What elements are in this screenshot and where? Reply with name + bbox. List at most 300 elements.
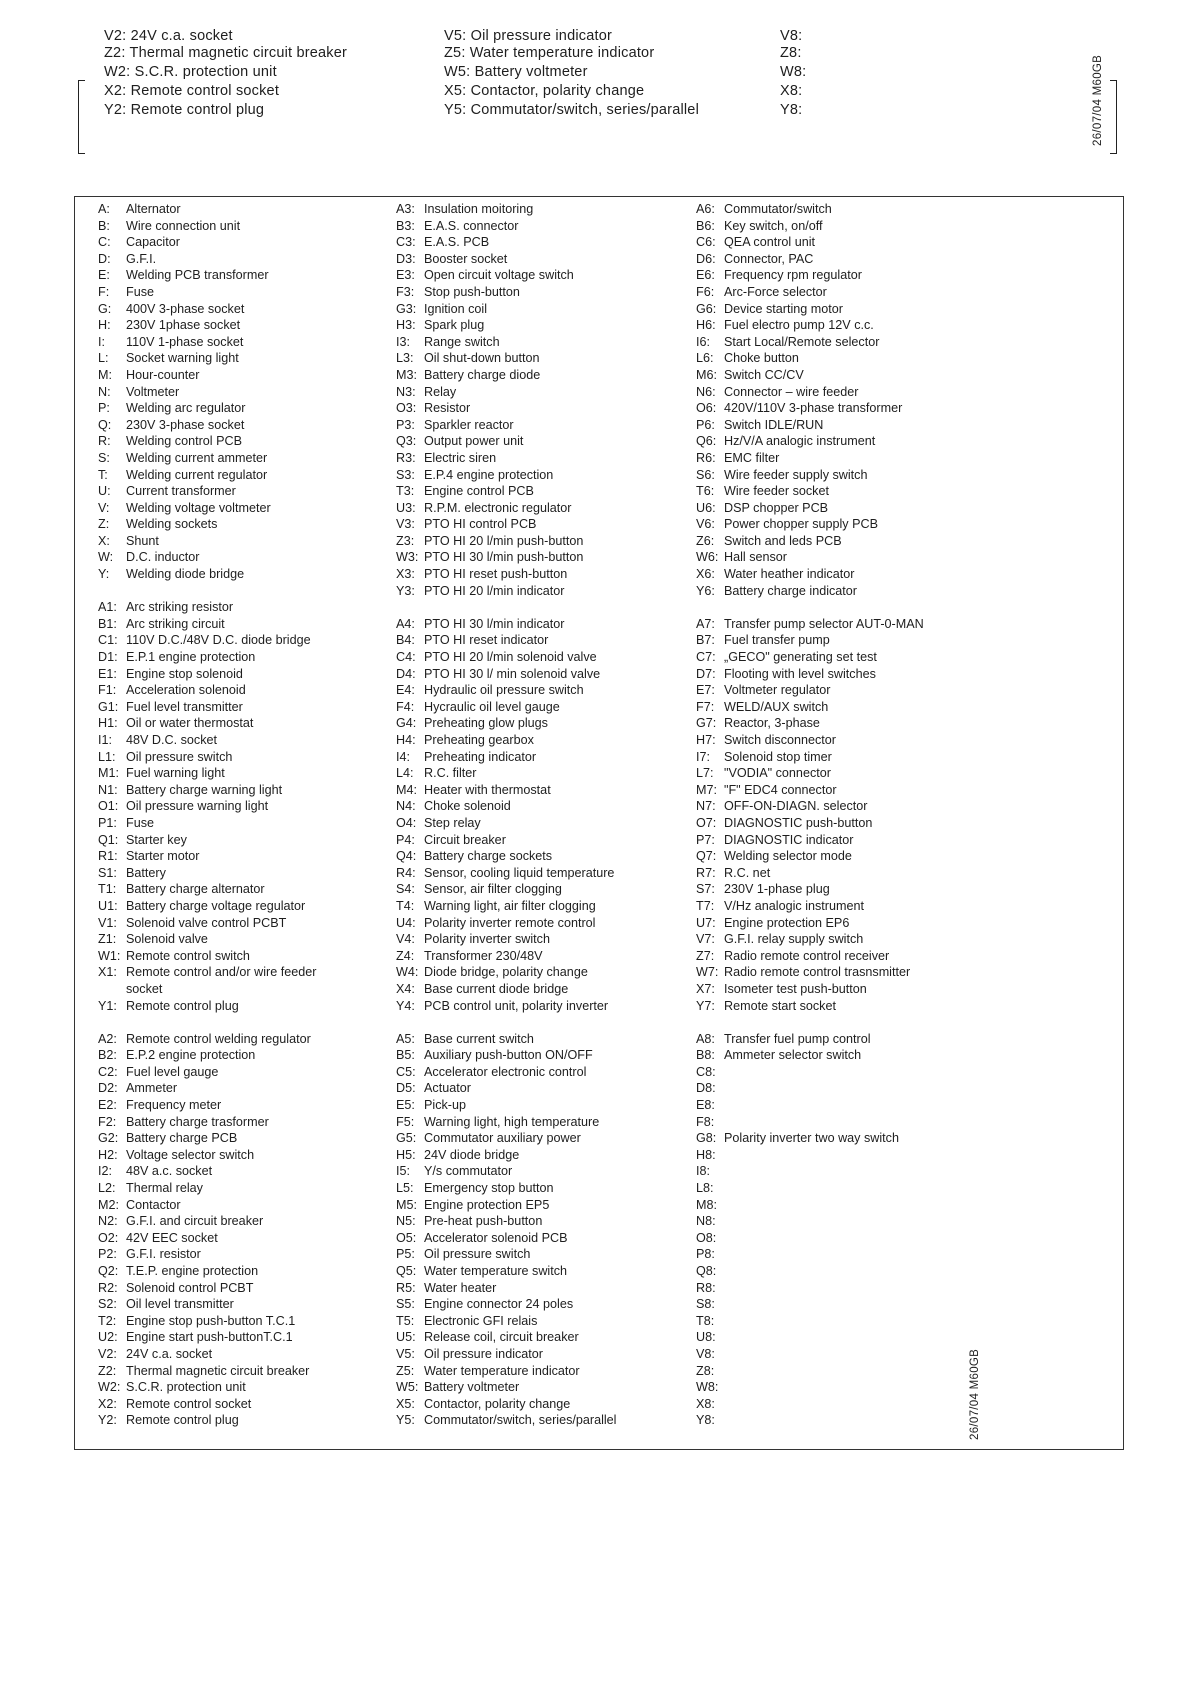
legend-item xyxy=(98,1313,316,1330)
legend-item-code: E5: xyxy=(396,1098,415,1113)
legend-item-description: Key switch, on/off xyxy=(724,218,823,233)
legend-item xyxy=(98,417,316,434)
legend-item xyxy=(396,317,616,334)
legend-item xyxy=(696,350,924,367)
legend-item-description: Stop push-button xyxy=(424,284,520,299)
legend-item xyxy=(396,1031,616,1048)
legend-item-code: O8: xyxy=(696,1230,717,1245)
legend-item xyxy=(98,1180,316,1197)
legend-item xyxy=(696,450,924,467)
legend-item-code: E1: xyxy=(98,666,117,681)
legend-item-description: 42V EEC socket xyxy=(126,1230,218,1245)
legend-item-code: H4: xyxy=(396,733,416,747)
legend-item-description: Wire connection unit xyxy=(126,218,241,233)
legend-item xyxy=(696,1130,924,1147)
fragment-line: W5: Battery voltmeter xyxy=(444,64,588,80)
legend-item-code: Q5: xyxy=(396,1264,417,1278)
legend-item-code: D3: xyxy=(396,251,416,266)
legend-item-description: 400V 3-phase socket xyxy=(126,301,245,316)
legend-item xyxy=(98,350,316,367)
legend-item xyxy=(396,267,616,284)
legend-item-code: V2: xyxy=(98,1346,117,1361)
legend-item-code: B1: xyxy=(98,616,117,631)
legend-item-code: I5: xyxy=(396,1164,411,1179)
legend-item-description: Commutator/switch, series/parallel xyxy=(424,1413,617,1428)
legend-item xyxy=(396,350,616,367)
legend-item-code: V7: xyxy=(696,932,715,947)
legend-item xyxy=(98,566,316,583)
legend-item-description: Radio remote control trasnsmitter xyxy=(724,965,911,980)
legend-item xyxy=(396,699,616,716)
legend-item-description: Battery voltmeter xyxy=(424,1380,520,1395)
legend-item-description: R.C. net xyxy=(724,865,771,880)
legend-item-description: Actuator xyxy=(424,1081,471,1096)
legend-item-description: Shunt xyxy=(126,533,159,548)
legend-item-description: Battery charge diode xyxy=(424,367,541,382)
legend-item-code: C7: xyxy=(696,650,716,665)
fragment-line: V5: Oil pressure indicator xyxy=(444,28,612,44)
legend-item-code: W4: xyxy=(396,965,419,980)
component-legend-panel xyxy=(74,196,1124,1450)
legend-item xyxy=(98,765,316,782)
legend-item-description: Commutator auxiliary power xyxy=(424,1131,581,1146)
legend-item xyxy=(98,1230,316,1247)
legend-item-description: Commutator/switch xyxy=(724,202,832,216)
legend-item xyxy=(396,1280,616,1297)
legend-item-code: B2: xyxy=(98,1048,117,1063)
legend-item-code: N2: xyxy=(98,1214,118,1229)
legend-item xyxy=(98,1379,316,1396)
cropped-legend-fragment xyxy=(0,0,1190,160)
legend-item-description: DIAGNOSTIC indicator xyxy=(724,832,854,847)
legend-item-description: Oil level transmitter xyxy=(126,1297,234,1312)
legend-item-code: Y4: xyxy=(396,998,415,1013)
legend-item-description: Battery charge PCB xyxy=(126,1131,238,1146)
legend-item-code: T4: xyxy=(396,898,415,913)
legend-item-code: C1: xyxy=(98,633,118,648)
legend-item-code: X8: xyxy=(696,1396,715,1411)
legend-item-code: N6: xyxy=(696,384,716,399)
legend-item-code: X5: xyxy=(396,1396,415,1411)
legend-item-description: E.P.2 engine protection xyxy=(126,1048,256,1063)
legend-item xyxy=(98,1296,316,1313)
legend-item-description: Remote control plug xyxy=(126,1413,239,1428)
legend-item-description: Thermal relay xyxy=(126,1181,203,1196)
legend-item-description: Welding current regulator xyxy=(126,467,268,482)
legend-item-code: Q3: xyxy=(396,434,417,449)
legend-item xyxy=(696,948,924,965)
legend-item xyxy=(396,616,616,633)
legend-item xyxy=(396,234,616,251)
legend-item-code: A5: xyxy=(396,1031,415,1046)
legend-item-code: P2: xyxy=(98,1247,117,1262)
legend-item-code: B7: xyxy=(696,633,715,648)
fragment-line: V8: xyxy=(780,28,803,44)
legend-item xyxy=(396,549,616,566)
legend-item-description: Relay xyxy=(424,384,457,399)
legend-item-code: X3: xyxy=(396,567,415,582)
legend-item-code: F4: xyxy=(396,699,415,714)
legend-item-code: X6: xyxy=(696,567,715,582)
legend-item xyxy=(98,400,316,417)
legend-item xyxy=(396,417,616,434)
legend-item xyxy=(696,1263,924,1280)
legend-item-code: O4: xyxy=(396,815,417,830)
legend-item-code: W7: xyxy=(696,965,719,980)
legend-item-description: Voltage selector switch xyxy=(126,1147,255,1162)
legend-item-description: Battery charge voltage regulator xyxy=(126,898,306,913)
legend-item-description: Water heater xyxy=(424,1280,497,1295)
section-gap xyxy=(98,1014,316,1031)
legend-item-code: W: xyxy=(98,550,114,565)
legend-item-description: PTO HI 30 l/min indicator xyxy=(424,616,565,631)
legend-item-description: G.F.I. xyxy=(126,251,157,266)
legend-item-code: Z4: xyxy=(396,948,415,963)
legend-item-code: Q6: xyxy=(696,434,717,449)
legend-item-code: O1: xyxy=(98,799,119,814)
legend-item-description: Fuel electro pump 12V c.c. xyxy=(724,318,874,333)
legend-item-code: B8: xyxy=(696,1048,715,1063)
legend-item-description: Battery xyxy=(126,865,166,880)
legend-item xyxy=(696,317,924,334)
legend-item-code: N: xyxy=(98,384,111,399)
legend-item-code: R3: xyxy=(396,450,416,465)
legend-item xyxy=(396,1230,616,1247)
legend-item xyxy=(396,533,616,550)
legend-item-code: I: xyxy=(98,334,105,349)
legend-item-code: G3: xyxy=(396,301,417,316)
legend-item-description: Accelerator solenoid PCB xyxy=(424,1230,568,1245)
legend-item xyxy=(696,1363,924,1380)
legend-item-code: N7: xyxy=(696,799,716,814)
legend-item-code: R4: xyxy=(396,865,416,880)
legend-item xyxy=(396,583,616,600)
legend-item xyxy=(696,483,924,500)
legend-item xyxy=(98,915,316,932)
legend-item-description: Insulation moitoring xyxy=(424,202,534,216)
legend-item xyxy=(696,201,924,218)
legend-item-code: O5: xyxy=(396,1230,417,1245)
legend-item xyxy=(696,964,924,981)
legend-item-code: H: xyxy=(98,318,111,333)
legend-item xyxy=(696,267,924,284)
legend-item xyxy=(396,1114,616,1131)
legend-item xyxy=(396,1180,616,1197)
legend-item-description: Remote control plug xyxy=(126,998,239,1013)
legend-item xyxy=(396,1097,616,1114)
legend-item-description: Frequency rpm regulator xyxy=(724,268,862,283)
legend-item-description: Starter key xyxy=(126,832,187,847)
legend-item xyxy=(696,433,924,450)
legend-item xyxy=(696,632,924,649)
legend-item-description: Oil pressure switch xyxy=(126,749,233,764)
legend-item xyxy=(696,782,924,799)
legend-item-description: 110V D.C./48V D.C. diode bridge xyxy=(126,633,311,648)
section-gap xyxy=(396,599,616,616)
left-bracket xyxy=(78,80,85,154)
legend-item-code: V3: xyxy=(396,517,415,532)
legend-item-code: N4: xyxy=(396,799,416,814)
legend-item-code: L7: xyxy=(696,766,714,781)
legend-item xyxy=(396,1412,616,1429)
legend-item xyxy=(396,284,616,301)
legend-item xyxy=(696,516,924,533)
legend-item-code: B: xyxy=(98,218,110,233)
legend-item-code: Q4: xyxy=(396,849,417,864)
legend-item-description: E.A.S. PCB xyxy=(424,235,490,250)
legend-item-description: Fuel warning light xyxy=(126,766,225,781)
legend-item-code: Y5: xyxy=(396,1413,415,1428)
legend-item-code: W8: xyxy=(696,1380,719,1395)
legend-item xyxy=(696,1163,924,1180)
legend-item xyxy=(696,732,924,749)
legend-item xyxy=(696,1213,924,1230)
legend-item xyxy=(98,1263,316,1280)
legend-item-code: E3: xyxy=(396,268,415,283)
legend-item xyxy=(98,218,316,235)
legend-item-description: E.P.4 engine protection xyxy=(424,467,554,482)
legend-item-description: Connector, PAC xyxy=(724,251,814,266)
legend-item xyxy=(696,218,924,235)
legend-item xyxy=(396,1263,616,1280)
legend-item-code: I2: xyxy=(98,1164,113,1179)
legend-item-code: M7: xyxy=(696,782,717,797)
legend-item xyxy=(696,798,924,815)
legend-item xyxy=(98,948,316,965)
legend-item-description: 48V D.C. socket xyxy=(126,733,217,747)
legend-item xyxy=(696,467,924,484)
legend-item-description: Oil pressure warning light xyxy=(126,799,269,814)
legend-item-code: T8: xyxy=(696,1313,715,1328)
legend-item xyxy=(98,1130,316,1147)
legend-item-description: Hydraulic oil pressure switch xyxy=(424,683,584,698)
legend-item-code: P6: xyxy=(696,417,715,432)
legend-item xyxy=(696,234,924,251)
legend-item-description: Welding control PCB xyxy=(126,434,242,449)
legend-item xyxy=(696,998,924,1015)
legend-item-description: Socket warning light xyxy=(126,351,239,366)
fragment-line: W8: xyxy=(780,64,807,80)
legend-item-code: B6: xyxy=(696,218,715,233)
legend-item xyxy=(396,782,616,799)
legend-item-description: Diode bridge, polarity change xyxy=(424,965,588,980)
legend-item xyxy=(396,749,616,766)
legend-item-code: Z8: xyxy=(696,1363,715,1378)
legend-item-code: U4: xyxy=(396,915,416,930)
legend-item-description: OFF-ON-DIAGN. selector xyxy=(724,799,868,814)
legend-item-code: E6: xyxy=(696,268,715,283)
legend-item-description: Transformer 230/48V xyxy=(424,948,543,963)
fragment-line: Y2: Remote control plug xyxy=(104,102,265,118)
legend-item xyxy=(396,367,616,384)
legend-item xyxy=(696,417,924,434)
legend-item-code: M3: xyxy=(396,367,417,382)
legend-item-description: T.E.P. engine protection xyxy=(126,1264,259,1278)
legend-item xyxy=(98,815,316,832)
legend-item xyxy=(396,1329,616,1346)
legend-item-description: Switch and leds PCB xyxy=(724,533,842,548)
legend-column-1 xyxy=(98,201,316,1429)
legend-item xyxy=(696,682,924,699)
legend-item-code: Y: xyxy=(98,567,110,582)
legend-item-description: Accelerator electronic control xyxy=(424,1064,587,1079)
legend-item-description: Fuse xyxy=(126,815,154,830)
legend-item-description: PTO HI 20 l/min push-button xyxy=(424,533,584,548)
legend-item-code: H8: xyxy=(696,1147,716,1162)
section-gap xyxy=(696,1014,924,1031)
legend-item-code: M2: xyxy=(98,1197,119,1212)
legend-item xyxy=(98,798,316,815)
legend-item-description: Oil or water thermostat xyxy=(126,716,254,731)
legend-item xyxy=(696,1097,924,1114)
legend-item-code: N3: xyxy=(396,384,416,399)
legend-item xyxy=(396,964,616,981)
legend-item-code: T7: xyxy=(696,898,715,913)
legend-item-description: Sparkler reactor xyxy=(424,417,514,432)
legend-item xyxy=(696,251,924,268)
legend-item-code: Z2: xyxy=(98,1363,117,1378)
legend-column-2 xyxy=(396,201,616,1429)
legend-item-description: Isometer test push-button xyxy=(724,981,867,996)
legend-item xyxy=(98,549,316,566)
legend-item-code: E4: xyxy=(396,683,415,698)
legend-item xyxy=(98,1064,316,1081)
legend-item-code: L1: xyxy=(98,749,116,764)
legend-item-description: Remote start socket xyxy=(724,998,836,1013)
legend-item xyxy=(696,649,924,666)
legend-item xyxy=(696,765,924,782)
legend-item-code: R: xyxy=(98,434,111,449)
legend-item-code: D6: xyxy=(696,251,716,266)
legend-item-description: Sensor, cooling liquid temperature xyxy=(424,865,615,880)
legend-item xyxy=(396,1197,616,1214)
legend-item-code: F8: xyxy=(696,1114,715,1129)
legend-item-code: G1: xyxy=(98,699,119,714)
legend-item-code: A6: xyxy=(696,202,715,216)
legend-item-code: P7: xyxy=(696,832,715,847)
legend-item-code: L4: xyxy=(396,766,414,781)
legend-item xyxy=(696,1114,924,1131)
legend-item xyxy=(696,384,924,401)
legend-item-description: Transfer pump selector AUT-0-MAN xyxy=(724,616,924,631)
legend-item-code: H3: xyxy=(396,318,416,333)
legend-item-code: V5: xyxy=(396,1346,415,1361)
legend-item-description: Engine protection EP6 xyxy=(724,915,850,930)
legend-item-description: Electric siren xyxy=(424,450,497,465)
legend-item-code: S3: xyxy=(396,467,415,482)
legend-item xyxy=(98,334,316,351)
legend-item xyxy=(98,1346,316,1363)
legend-item-description: Current transformer xyxy=(126,484,236,499)
legend-item xyxy=(396,450,616,467)
legend-item-description: Contactor xyxy=(126,1197,181,1212)
legend-item-code: Z1: xyxy=(98,932,117,947)
legend-item xyxy=(98,267,316,284)
legend-item xyxy=(396,566,616,583)
legend-item-code: S7: xyxy=(696,882,715,897)
legend-item-code: Q7: xyxy=(696,849,717,864)
legend-item xyxy=(98,467,316,484)
legend-date-stamp: 26/07/04 M60GB xyxy=(969,1348,981,1440)
legend-item-description: Remote control welding regulator xyxy=(126,1031,311,1046)
legend-item-code: F7: xyxy=(696,699,715,714)
legend-item-description: Output power unit xyxy=(424,434,524,449)
legend-item xyxy=(98,317,316,334)
legend-item-code: A4: xyxy=(396,616,415,631)
legend-item xyxy=(696,1180,924,1197)
legend-item-code: R7: xyxy=(696,865,716,880)
legend-item-code: T2: xyxy=(98,1313,117,1328)
legend-item-description: PTO HI 30 l/min push-button xyxy=(424,550,584,565)
legend-item-description: PTO HI reset push-button xyxy=(424,567,568,582)
legend-item-code: V6: xyxy=(696,517,715,532)
legend-item-code: U1: xyxy=(98,898,118,913)
legend-item-code: W6: xyxy=(696,550,719,565)
legend-item-description: Welding current ammeter xyxy=(126,450,268,465)
legend-item-description: Circuit breaker xyxy=(424,832,506,847)
legend-item-description: 230V 3-phase socket xyxy=(126,417,245,432)
legend-item-description: Contactor, polarity change xyxy=(424,1396,571,1411)
legend-item-description: PTO HI reset indicator xyxy=(424,633,549,648)
legend-item-code: U7: xyxy=(696,915,716,930)
legend-item-code: F1: xyxy=(98,683,117,698)
legend-item-description: Start Local/Remote selector xyxy=(724,334,880,349)
legend-item-description: Battery charge sockets xyxy=(424,849,553,864)
legend-item xyxy=(98,234,316,251)
legend-item xyxy=(396,666,616,683)
legend-item xyxy=(396,815,616,832)
fragment-date-stamp: 26/07/04 M60GB xyxy=(1092,54,1104,146)
legend-item xyxy=(98,384,316,401)
legend-item xyxy=(396,201,616,218)
legend-item xyxy=(696,284,924,301)
legend-item-description: Fuel level transmitter xyxy=(126,699,243,714)
legend-item-code: Y3: xyxy=(396,583,415,598)
legend-item xyxy=(98,1396,316,1413)
legend-item-code: U2: xyxy=(98,1330,118,1345)
legend-item-code: D1: xyxy=(98,650,118,665)
legend-item xyxy=(396,467,616,484)
legend-item-description: V/Hz analogic instrument xyxy=(724,898,864,913)
legend-item-description: Frequency meter xyxy=(126,1098,222,1113)
legend-item-description: Solenoid stop timer xyxy=(724,749,832,764)
legend-item xyxy=(696,367,924,384)
legend-item xyxy=(396,931,616,948)
legend-item xyxy=(696,898,924,915)
legend-item-code: C4: xyxy=(396,650,416,665)
legend-item xyxy=(98,433,316,450)
legend-item-description: PTO HI 20 l/min solenoid valve xyxy=(424,650,597,665)
legend-item-description: Power chopper supply PCB xyxy=(724,517,879,532)
legend-item xyxy=(396,898,616,915)
legend-item-code: A2: xyxy=(98,1031,117,1046)
legend-item xyxy=(98,1213,316,1230)
legend-item xyxy=(98,1363,316,1380)
legend-item-code: I3: xyxy=(396,334,411,349)
legend-item-code: S6: xyxy=(696,467,715,482)
legend-item-description: Solenoid valve control PCBT xyxy=(126,915,287,930)
legend-item-description: Pre-heat push-button xyxy=(424,1214,543,1229)
legend-item xyxy=(696,1197,924,1214)
legend-item-code: B5: xyxy=(396,1048,415,1063)
legend-item-code: O3: xyxy=(396,401,417,416)
legend-item xyxy=(98,500,316,517)
legend-item xyxy=(696,1396,924,1413)
legend-item-code: U5: xyxy=(396,1330,416,1345)
right-bracket xyxy=(1110,80,1117,154)
legend-item-code: R6: xyxy=(696,450,716,465)
legend-item-code: X4: xyxy=(396,981,415,996)
